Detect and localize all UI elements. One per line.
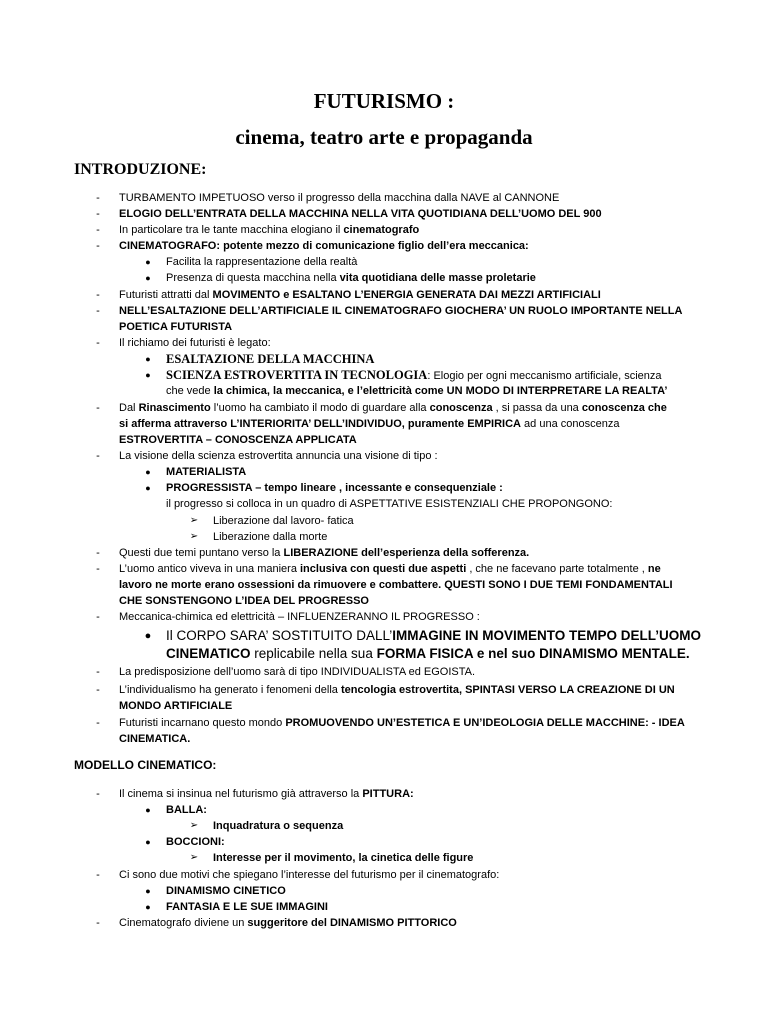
list-text: replicabile nella sua bbox=[250, 646, 377, 661]
dash-marker: - bbox=[96, 563, 100, 575]
list-text: La visione della scienza estrovertita annuncia una visione di tipo : bbox=[119, 450, 438, 462]
list-text: l’uomo ha cambiato il modo di guardare alla bbox=[210, 402, 430, 414]
list-text: , si passa da una bbox=[492, 402, 582, 414]
list-text-bold: ESTROVERTITA – CONOSCENZA APPLICATA bbox=[119, 434, 357, 446]
list-text: Facilita la rappresentazione della realtà bbox=[166, 256, 358, 268]
list-text-bold: conoscenza che bbox=[581, 402, 667, 414]
dash-marker: - bbox=[96, 666, 100, 678]
list-text-bold: POETICA FUTURISTA bbox=[119, 321, 233, 333]
list-text: Liberazione dalla morte bbox=[213, 531, 328, 543]
list-text-bold: FANTASIA E LE SUE IMMAGINI bbox=[166, 901, 328, 913]
dash-marker: - bbox=[96, 788, 100, 800]
list-text-bold: CINEMATICA. bbox=[119, 733, 191, 745]
list-text-bold: CINEMATICO bbox=[166, 646, 251, 661]
dash-marker: - bbox=[96, 917, 100, 929]
list-text-bold: BOCCIONI: bbox=[166, 836, 225, 848]
list-text-bold: MONDO ARTIFICIALE bbox=[119, 700, 233, 712]
list-text-bold: cinematografo bbox=[343, 224, 420, 236]
list-text: Dal bbox=[119, 402, 139, 414]
list-text-bold: vita quotidiana delle masse proletarie bbox=[339, 272, 536, 284]
list-text: L’individualismo ha generato i fenomeni della bbox=[119, 684, 341, 696]
list-text-bold: conoscenza bbox=[429, 402, 493, 414]
dash-marker: - bbox=[96, 240, 100, 252]
dash-marker: - bbox=[96, 611, 100, 623]
section-heading-modello-cinematico: MODELLO CINEMATICO: bbox=[74, 758, 217, 772]
dash-marker: - bbox=[96, 289, 100, 301]
list-text: Futuristi attratti dal bbox=[119, 289, 213, 301]
list-text-bold: MOVIMENTO e ESALTANO L’ENERGIA GENERATA DAI MEZZI ARTIFICIALI bbox=[212, 289, 601, 301]
list-text-bold: lavoro ne morte erano ossessioni da rimuovere e combattere. QUESTI SONO I DUE TEMI FONDAMENTALI bbox=[119, 579, 673, 591]
list-text-bold: ELOGIO DELL’ENTRATA DELLA MACCHINA NELLA VITA QUOTIDIANA DELL’UOMO DEL 900 bbox=[119, 208, 602, 220]
list-text: Cinematografo diviene un bbox=[119, 917, 248, 929]
arrow-bullet-icon: ➢ bbox=[189, 852, 199, 863]
list-text-bold: SCIENZA ESTROVERTITA IN TECNOLOGIA bbox=[166, 368, 428, 382]
bullet-icon: ● bbox=[145, 354, 151, 364]
list-text: Futuristi incarnano questo mondo bbox=[119, 717, 286, 729]
bullet-icon: ● bbox=[145, 467, 151, 477]
dash-marker: - bbox=[96, 224, 100, 236]
list-text-bold: CINEMATOGRAFO: potente mezzo di comunicazione figlio dell’era meccanica: bbox=[119, 240, 529, 252]
list-text: Ci sono due motivi che spiegano l’interesse del futurismo per il cinematografo: bbox=[119, 869, 500, 881]
list-text-bold: PROMUOVENDO UN’ESTETICA E UN’IDEOLOGIA DELLE MACCHINE: - IDEA bbox=[285, 717, 685, 729]
list-text: : Elogio per ogni meccanismo artificiale, scienza bbox=[427, 370, 662, 382]
list-text-bold: ne bbox=[647, 563, 661, 575]
dash-marker: - bbox=[96, 684, 100, 696]
list-text-bold: tencologia estrovertita, SPINTASI VERSO LA CREAZIONE DI UN bbox=[340, 684, 675, 696]
document-subtitle: cinema, teatro arte e propaganda bbox=[235, 125, 533, 149]
dash-marker: - bbox=[96, 208, 100, 220]
list-text-bold: NELL’ESALTAZIONE DELL’ARTIFICIALE IL CINEMATOGRAFO GIOCHERA’ UN RUOLO IMPORTANTE NELLA bbox=[119, 305, 683, 317]
dash-marker: - bbox=[96, 305, 100, 317]
list-text-bold: FORMA FISICA e nel suo DINAMISMO MENTALE. bbox=[376, 646, 690, 661]
arrow-bullet-icon: ➢ bbox=[189, 820, 199, 831]
bullet-icon: ● bbox=[145, 257, 151, 267]
dash-marker: - bbox=[96, 547, 100, 559]
dash-marker: - bbox=[96, 717, 100, 729]
bullet-icon: ● bbox=[145, 837, 151, 847]
list-text: TURBAMENTO IMPETUOSO verso il progresso della macchina dalla NAVE al CANNONE bbox=[119, 192, 560, 204]
dash-marker: - bbox=[96, 450, 100, 462]
list-text: che vede bbox=[166, 385, 214, 397]
list-text: In particolare tra le tante macchina elogiano il bbox=[119, 224, 344, 236]
arrow-bullet-icon: ➢ bbox=[189, 515, 199, 526]
list-text-bold: suggeritore del DINAMISMO PITTORICO bbox=[247, 917, 457, 929]
list-text-bold: LIBERAZIONE dell’esperienza della sofferenza. bbox=[283, 547, 530, 559]
dash-marker: - bbox=[96, 402, 100, 414]
list-text: Il richiamo dei futuristi è legato: bbox=[119, 337, 271, 349]
list-text-bold: Inquadratura o sequenza bbox=[213, 820, 344, 832]
list-text-bold: BALLA: bbox=[166, 804, 207, 816]
bullet-icon: ● bbox=[145, 902, 151, 912]
list-text: Meccanica-chimica ed elettricità – INFLUENZERANNO IL PROGRESSO : bbox=[119, 611, 480, 623]
list-text: Il CORPO SARA’ SOSTITUITO DALL’ bbox=[166, 628, 393, 643]
document-title: FUTURISMO : bbox=[313, 89, 455, 113]
dash-marker: - bbox=[96, 192, 100, 204]
list-text: Questi due temi puntano verso la bbox=[119, 547, 284, 559]
bullet-icon: ● bbox=[145, 805, 151, 815]
list-text-bold: MATERIALISTA bbox=[166, 466, 247, 478]
list-text-bold: PROGRESSISTA – tempo lineare , incessante e consequenziale : bbox=[166, 482, 503, 494]
bullet-icon: ● bbox=[145, 483, 151, 493]
dash-marker: - bbox=[96, 869, 100, 881]
list-text: , che ne facevano parte totalmente , bbox=[466, 563, 648, 575]
list-text-bold: PITTURA: bbox=[362, 788, 414, 800]
bullet-icon: ● bbox=[145, 886, 151, 896]
bullet-icon: ● bbox=[145, 273, 151, 283]
list-text-bold: inclusiva con questi due aspetti bbox=[300, 563, 467, 575]
list-text: il progresso si colloca in un quadro di ASPETTATIVE ESISTENZIALI CHE PROPONGONO: bbox=[166, 498, 613, 510]
section-heading-introduzione: INTRODUZIONE: bbox=[74, 161, 207, 178]
list-text: Il cinema si insinua nel futurismo già attraverso la bbox=[119, 788, 363, 800]
bullet-icon: ● bbox=[144, 630, 152, 642]
list-text: Presenza di questa macchina nella bbox=[166, 272, 340, 284]
list-text: ad una conoscenza bbox=[521, 418, 620, 430]
bullet-icon: ● bbox=[145, 370, 151, 380]
list-text: L’uomo antico viveva in una maniera bbox=[119, 563, 300, 575]
arrow-bullet-icon: ➢ bbox=[189, 531, 199, 542]
list-text: La predisposizione dell’uomo sarà di tipo INDIVIDUALISTA ed EGOISTA. bbox=[119, 666, 476, 678]
list-text: Liberazione dal lavoro- fatica bbox=[213, 515, 354, 527]
list-text-bold: Interesse per il movimento, la cinetica delle figure bbox=[213, 852, 474, 864]
list-text-bold: la chimica, la meccanica, e l’elettricità come UN MODO DI INTERPRETARE LA REALTA’ bbox=[213, 385, 668, 397]
list-text-bold: ESALTAZIONE DELLA MACCHINA bbox=[166, 352, 375, 366]
list-text-bold: CHE SONSTENGONO L’IDEA DEL PROGRESSO bbox=[119, 595, 369, 607]
list-text-bold: Rinascimento bbox=[138, 402, 211, 414]
list-text-bold: si afferma attraverso L’INTERIORITA’ DELL’INDIVIDUO, puramente EMPIRICA bbox=[119, 418, 521, 430]
dash-marker: - bbox=[96, 337, 100, 349]
list-text-bold: IMMAGINE IN MOVIMENTO TEMPO DELL’UOMO bbox=[392, 628, 702, 643]
list-text-bold: DINAMISMO CINETICO bbox=[166, 885, 286, 897]
